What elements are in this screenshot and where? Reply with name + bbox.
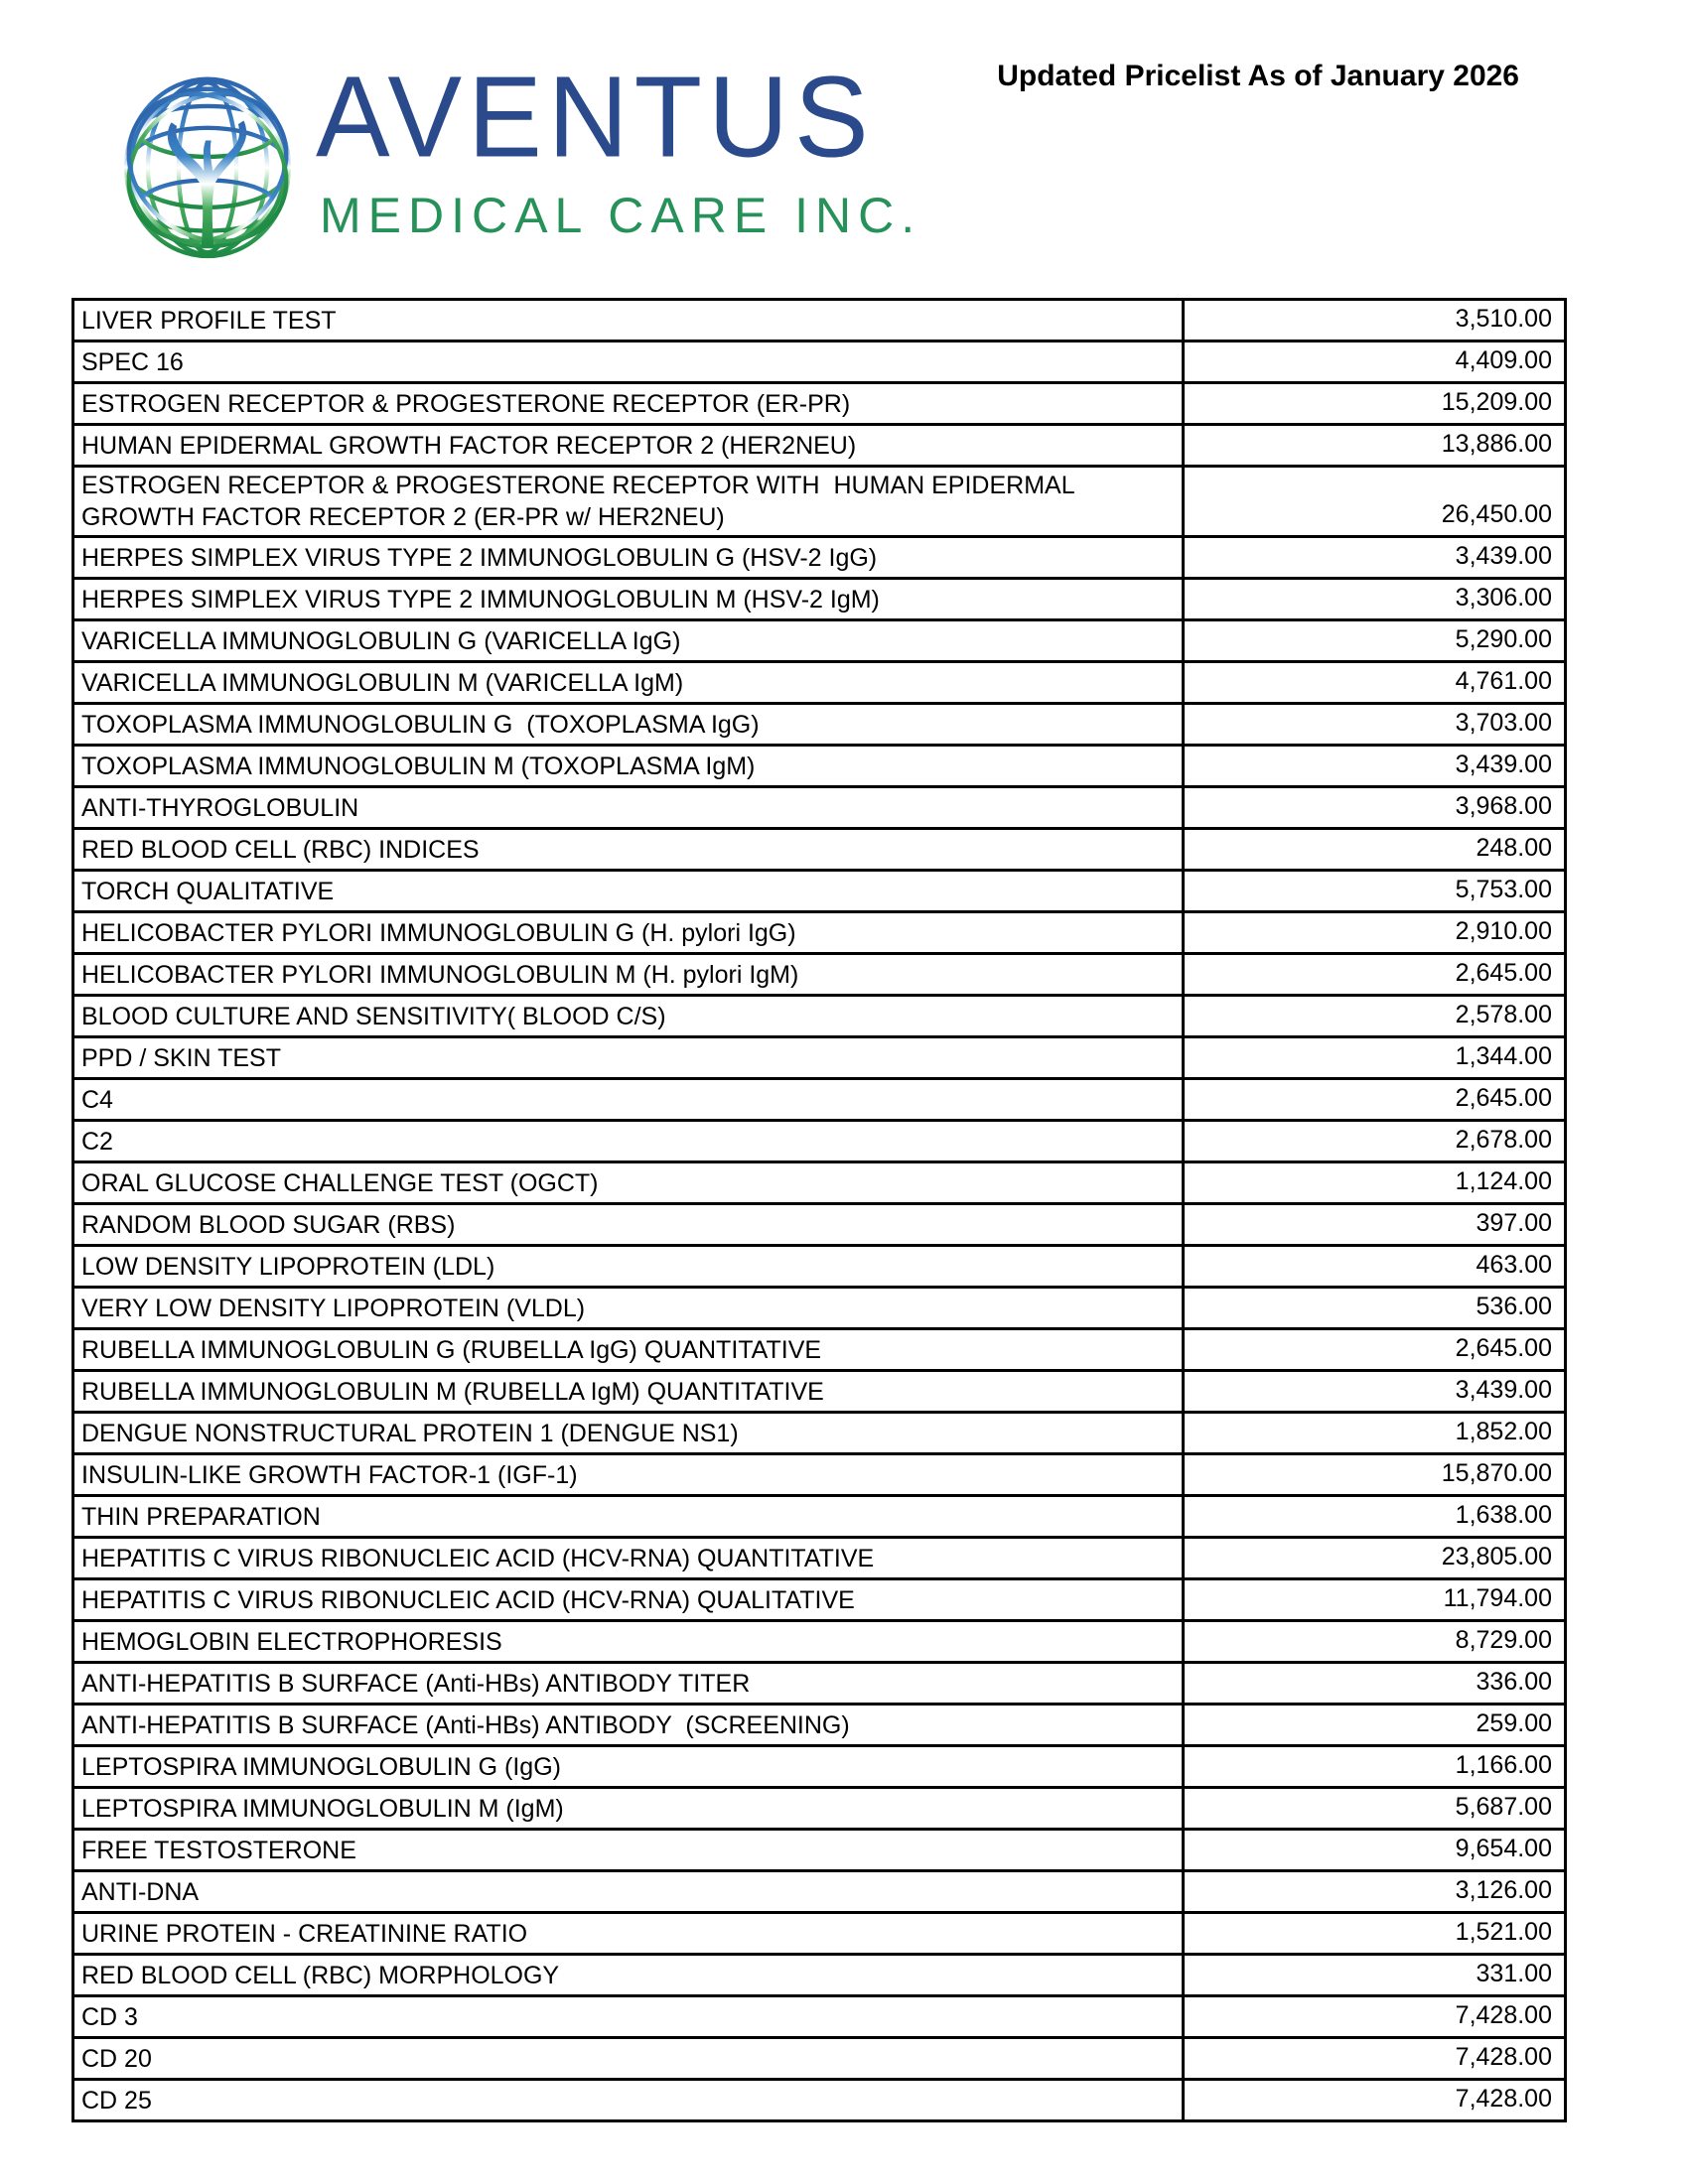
table-row (73, 1579, 1566, 1621)
test-name-cell: PPD / SKIN TEST (73, 1037, 1184, 1079)
price-cell: 3,439.00 (1184, 1371, 1566, 1413)
table-row (73, 1705, 1566, 1746)
price-cell: 1,852.00 (1184, 1413, 1566, 1454)
table-row (73, 1538, 1566, 1579)
test-name-cell: URINE PROTEIN - CREATININE RATIO (73, 1913, 1184, 1955)
test-name-cell: C2 (73, 1121, 1184, 1162)
table-row (73, 1955, 1566, 1996)
price-cell: 15,209.00 (1184, 383, 1566, 425)
table-row (73, 1454, 1566, 1496)
price-cell: 3,439.00 (1184, 746, 1566, 787)
price-cell: 4,409.00 (1184, 341, 1566, 383)
price-cell: 5,687.00 (1184, 1788, 1566, 1830)
table-row (73, 1413, 1566, 1454)
table-row (73, 1913, 1566, 1955)
table-row (73, 829, 1566, 871)
price-cell: 259.00 (1184, 1705, 1566, 1746)
price-cell: 3,510.00 (1184, 300, 1566, 341)
test-name-cell: ANTI-DNA (73, 1871, 1184, 1913)
test-name-cell: RED BLOOD CELL (RBC) INDICES (73, 829, 1184, 871)
price-table-body (73, 300, 1566, 2121)
table-row (73, 1246, 1566, 1288)
table-row (73, 787, 1566, 829)
price-cell: 8,729.00 (1184, 1621, 1566, 1663)
price-cell: 2,578.00 (1184, 996, 1566, 1037)
test-name-cell: HELICOBACTER PYLORI IMMUNOGLOBULIN G (H. pylori IgG) (73, 912, 1184, 954)
test-name-cell: FREE TESTOSTERONE (73, 1830, 1184, 1871)
table-row (73, 1162, 1566, 1204)
table-row (73, 1288, 1566, 1329)
price-cell: 1,521.00 (1184, 1913, 1566, 1955)
table-row (73, 954, 1566, 996)
test-name-cell: RANDOM BLOOD SUGAR (RBS) (73, 1204, 1184, 1246)
test-name-cell: HEPATITIS C VIRUS RIBONUCLEIC ACID (HCV-RNA) QUALITATIVE (73, 1579, 1184, 1621)
table-row (73, 1788, 1566, 1830)
company-logo (117, 71, 298, 260)
price-cell: 3,968.00 (1184, 787, 1566, 829)
table-row (73, 341, 1566, 383)
table-row (73, 1496, 1566, 1538)
test-name-cell: HELICOBACTER PYLORI IMMUNOGLOBULIN M (H. pylori IgM) (73, 954, 1184, 996)
price-cell: 1,124.00 (1184, 1162, 1566, 1204)
table-row (73, 1621, 1566, 1663)
price-cell: 336.00 (1184, 1663, 1566, 1705)
price-cell: 1,344.00 (1184, 1037, 1566, 1079)
price-cell: 2,678.00 (1184, 1121, 1566, 1162)
table-row (73, 2080, 1566, 2121)
table-row (73, 579, 1566, 620)
test-name-cell: RUBELLA IMMUNOGLOBULIN M (RUBELLA IgM) QUANTITATIVE (73, 1371, 1184, 1413)
table-row (73, 1996, 1566, 2038)
price-cell: 7,428.00 (1184, 2038, 1566, 2080)
price-cell: 2,645.00 (1184, 954, 1566, 996)
table-row (73, 620, 1566, 662)
test-name-cell: SPEC 16 (73, 341, 1184, 383)
price-cell: 1,638.00 (1184, 1496, 1566, 1538)
test-name-cell: RUBELLA IMMUNOGLOBULIN G (RUBELLA IgG) QUANTITATIVE (73, 1329, 1184, 1371)
price-cell: 26,450.00 (1184, 467, 1566, 537)
test-name-cell: CD 3 (73, 1996, 1184, 2038)
price-cell: 3,306.00 (1184, 579, 1566, 620)
table-row (73, 1871, 1566, 1913)
test-name-cell: HERPES SIMPLEX VIRUS TYPE 2 IMMUNOGLOBULIN M (HSV-2 IgM) (73, 579, 1184, 620)
table-row (73, 467, 1566, 537)
test-name-cell: HEMOGLOBIN ELECTROPHORESIS (73, 1621, 1184, 1663)
test-name-cell: ANTI-HEPATITIS B SURFACE (Anti-HBs) ANTIBODY TITER (73, 1663, 1184, 1705)
price-cell: 7,428.00 (1184, 1996, 1566, 2038)
test-name-cell: VARICELLA IMMUNOGLOBULIN G (VARICELLA IgG) (73, 620, 1184, 662)
table-row (73, 1079, 1566, 1121)
price-cell: 536.00 (1184, 1288, 1566, 1329)
test-name-cell: DENGUE NONSTRUCTURAL PROTEIN 1 (DENGUE NS1) (73, 1413, 1184, 1454)
test-name-cell: TOXOPLASMA IMMUNOGLOBULIN G (TOXOPLASMA IgG) (73, 704, 1184, 746)
table-row (73, 1037, 1566, 1079)
pricelist-title: Updated Pricelist As of January 2026 (997, 60, 1519, 92)
table-row (73, 912, 1566, 954)
brand-subtitle: MEDICAL CARE INC. (320, 188, 922, 243)
test-name-cell: ESTROGEN RECEPTOR & PROGESTERONE RECEPTOR WITH HUMAN EPIDERMAL GROWTH FACTOR RECEPTOR 2 (ER-PR w/ HER2NEU) (73, 467, 1184, 537)
table-row (73, 1830, 1566, 1871)
test-name-cell: VARICELLA IMMUNOGLOBULIN M (VARICELLA IgM) (73, 662, 1184, 704)
test-name-cell: VERY LOW DENSITY LIPOPROTEIN (VLDL) (73, 1288, 1184, 1329)
price-cell: 3,703.00 (1184, 704, 1566, 746)
table-row (73, 1204, 1566, 1246)
price-cell: 248.00 (1184, 829, 1566, 871)
test-name-cell: INSULIN-LIKE GROWTH FACTOR-1 (IGF-1) (73, 1454, 1184, 1496)
price-cell: 7,428.00 (1184, 2080, 1566, 2121)
test-name-cell: LOW DENSITY LIPOPROTEIN (LDL) (73, 1246, 1184, 1288)
test-name-cell: CD 25 (73, 2080, 1184, 2121)
table-row (73, 1121, 1566, 1162)
price-cell: 3,439.00 (1184, 537, 1566, 579)
table-row (73, 662, 1566, 704)
table-row (73, 537, 1566, 579)
table-row (73, 704, 1566, 746)
table-row (73, 1746, 1566, 1788)
price-cell: 463.00 (1184, 1246, 1566, 1288)
test-name-cell: ANTI-HEPATITIS B SURFACE (Anti-HBs) ANTIBODY (SCREENING) (73, 1705, 1184, 1746)
price-cell: 3,126.00 (1184, 1871, 1566, 1913)
table-row (73, 383, 1566, 425)
test-name-cell: HEPATITIS C VIRUS RIBONUCLEIC ACID (HCV-RNA) QUANTITATIVE (73, 1538, 1184, 1579)
test-name-cell: RED BLOOD CELL (RBC) MORPHOLOGY (73, 1955, 1184, 1996)
test-name-cell: LEPTOSPIRA IMMUNOGLOBULIN M (IgM) (73, 1788, 1184, 1830)
test-name-cell: LEPTOSPIRA IMMUNOGLOBULIN G (IgG) (73, 1746, 1184, 1788)
test-name-cell: C4 (73, 1079, 1184, 1121)
brand-name: AVENTUS (316, 52, 875, 182)
price-cell: 5,290.00 (1184, 620, 1566, 662)
price-cell: 13,886.00 (1184, 425, 1566, 467)
table-row (73, 871, 1566, 912)
price-cell: 4,761.00 (1184, 662, 1566, 704)
table-row (73, 425, 1566, 467)
price-cell: 23,805.00 (1184, 1538, 1566, 1579)
price-cell: 2,910.00 (1184, 912, 1566, 954)
price-cell: 397.00 (1184, 1204, 1566, 1246)
price-cell: 15,870.00 (1184, 1454, 1566, 1496)
table-row (73, 1663, 1566, 1705)
test-name-cell: HUMAN EPIDERMAL GROWTH FACTOR RECEPTOR 2 (HER2NEU) (73, 425, 1184, 467)
test-name-cell: HERPES SIMPLEX VIRUS TYPE 2 IMMUNOGLOBULIN G (HSV-2 IgG) (73, 537, 1184, 579)
price-cell: 1,166.00 (1184, 1746, 1566, 1788)
price-cell: 5,753.00 (1184, 871, 1566, 912)
test-name-cell: CD 20 (73, 2038, 1184, 2080)
table-row (73, 1329, 1566, 1371)
price-cell: 9,654.00 (1184, 1830, 1566, 1871)
table-row (73, 746, 1566, 787)
table-row (73, 300, 1566, 341)
table-row (73, 2038, 1566, 2080)
test-name-cell: THIN PREPARATION (73, 1496, 1184, 1538)
test-name-cell: LIVER PROFILE TEST (73, 300, 1184, 341)
test-name-cell: ESTROGEN RECEPTOR & PROGESTERONE RECEPTOR (ER-PR) (73, 383, 1184, 425)
price-cell: 2,645.00 (1184, 1079, 1566, 1121)
test-name-cell: ORAL GLUCOSE CHALLENGE TEST (OGCT) (73, 1162, 1184, 1204)
test-name-cell: ANTI-THYROGLOBULIN (73, 787, 1184, 829)
test-name-cell: TORCH QUALITATIVE (73, 871, 1184, 912)
table-row (73, 996, 1566, 1037)
table-row (73, 1371, 1566, 1413)
price-cell: 331.00 (1184, 1955, 1566, 1996)
globe-tree-icon (117, 247, 298, 264)
price-cell: 2,645.00 (1184, 1329, 1566, 1371)
test-name-cell: TOXOPLASMA IMMUNOGLOBULIN M (TOXOPLASMA IgM) (73, 746, 1184, 787)
price-table (71, 298, 1567, 2122)
price-cell: 11,794.00 (1184, 1579, 1566, 1621)
test-name-cell: BLOOD CULTURE AND SENSITIVITY( BLOOD C/S) (73, 996, 1184, 1037)
